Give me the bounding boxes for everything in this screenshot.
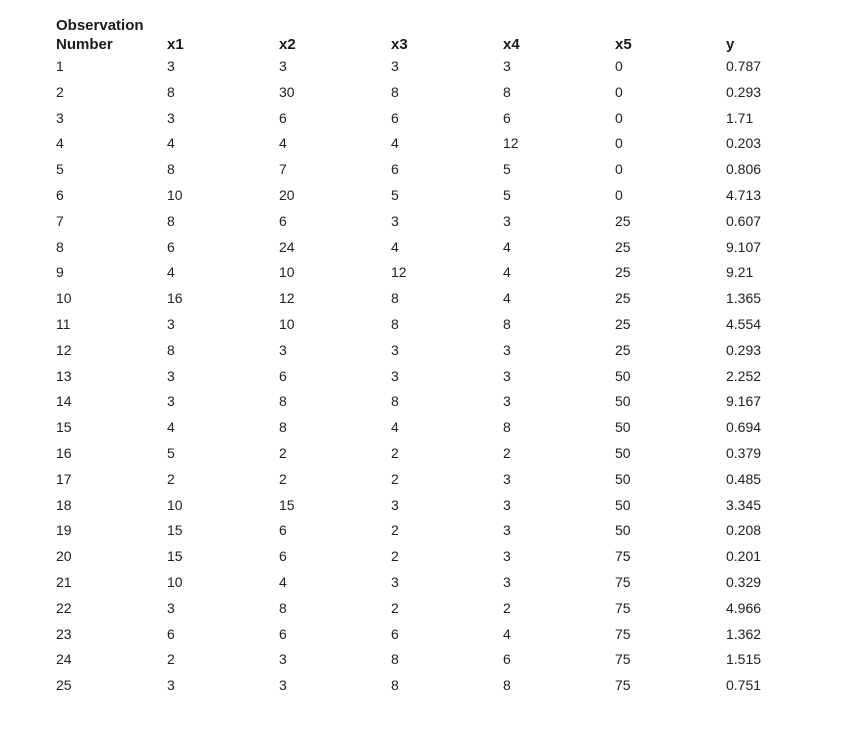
observation-number-cell: 3	[56, 109, 64, 126]
x4-cell: 2	[503, 599, 511, 616]
y-cell: 0.293	[726, 341, 762, 358]
x2-cell: 3	[279, 651, 287, 668]
x5-cell: 0	[615, 83, 623, 100]
x3-cell: 2	[391, 599, 399, 616]
x1-cell: 8	[167, 341, 175, 358]
x1-cell: 10	[167, 573, 183, 590]
observation-number-cell: 1	[56, 58, 64, 74]
observation-number-cell: 12	[56, 341, 72, 358]
x5-cell: 75	[615, 651, 631, 668]
x3-cell: 6	[391, 109, 399, 126]
x1-cell: 15	[167, 548, 183, 565]
observation-number-cell: 24	[56, 651, 72, 668]
x1-cell: 8	[167, 161, 175, 178]
y-cell: 4.713	[726, 186, 762, 203]
x1-cell: 6	[167, 238, 175, 255]
y-cell: 0.329	[726, 573, 762, 590]
x1-cell: 5	[167, 444, 175, 461]
x1-cell: 4	[167, 135, 175, 152]
observation-number-cell: 11	[56, 315, 71, 332]
header-x3: x3	[391, 36, 408, 53]
header-observation-number: Observation Number	[56, 17, 144, 53]
y-cell: 1.365	[726, 290, 762, 307]
x4-cell: 3	[503, 496, 511, 513]
x1-cell: 4	[167, 264, 175, 281]
x4-cell: 12	[503, 135, 519, 152]
x3-cell: 6	[391, 161, 399, 178]
x4-cell: 3	[503, 58, 511, 74]
x5-cell: 25	[615, 341, 631, 358]
observation-number-cell: 2	[56, 83, 64, 100]
y-cell: 3.345	[726, 496, 762, 513]
x5-cell: 25	[615, 238, 631, 255]
y-cell: 0.293	[726, 83, 762, 100]
x1-cell: 15	[167, 522, 183, 539]
x2-cell: 2	[279, 444, 287, 461]
y-cell: 0.208	[726, 522, 762, 539]
y-cell: 0.485	[726, 470, 762, 487]
x5-cell: 25	[615, 290, 631, 307]
observation-number-cell: 22	[56, 599, 72, 616]
x1-cell: 10	[167, 496, 183, 513]
x3-cell: 2	[391, 522, 399, 539]
x4-cell: 4	[503, 238, 511, 255]
observation-number-cell: 13	[56, 367, 72, 384]
x5-cell: 50	[615, 496, 631, 513]
x2-cell: 8	[279, 419, 287, 436]
x1-cell: 3	[167, 315, 175, 332]
x1-cell: 2	[167, 651, 175, 668]
x4-cell: 4	[503, 264, 511, 281]
y-cell: 9.21	[726, 264, 754, 281]
x4-cell: 5	[503, 186, 511, 203]
x5-cell: 75	[615, 573, 631, 590]
x2-cell: 3	[279, 58, 287, 74]
observation-number-cell: 8	[56, 238, 64, 255]
x2-cell: 8	[279, 393, 287, 410]
x1-cell: 3	[167, 109, 175, 126]
y-cell: 0.806	[726, 161, 762, 178]
y-cell: 0.751	[726, 677, 762, 694]
x4-cell: 6	[503, 109, 511, 126]
x3-cell: 4	[391, 135, 399, 152]
x3-cell: 8	[391, 83, 399, 100]
observation-number-cell: 4	[56, 135, 64, 152]
x5-cell: 75	[615, 599, 631, 616]
observation-number-cell: 10	[56, 290, 72, 307]
x5-cell: 0	[615, 161, 623, 178]
x2-cell: 8	[279, 599, 287, 616]
x5-cell: 50	[615, 393, 631, 410]
observation-number-cell: 14	[56, 393, 72, 410]
x4-cell: 3	[503, 548, 511, 565]
y-cell: 1.362	[726, 625, 762, 642]
y-cell: 0.607	[726, 212, 762, 229]
x4-cell: 4	[503, 290, 511, 307]
y-cell: 1.515	[726, 651, 762, 668]
x3-cell: 2	[391, 548, 399, 565]
x5-cell: 50	[615, 522, 631, 539]
x3-cell: 3	[391, 496, 399, 513]
x5-cell: 75	[615, 625, 631, 642]
observation-number-cell: 16	[56, 444, 72, 461]
x2-cell: 4	[279, 135, 287, 152]
x2-cell: 4	[279, 573, 287, 590]
x1-cell: 8	[167, 83, 175, 100]
x2-cell: 10	[279, 315, 295, 332]
observation-number-cell: 7	[56, 212, 64, 229]
x4-cell: 3	[503, 341, 511, 358]
x3-cell: 2	[391, 444, 399, 461]
x5-cell: 50	[615, 367, 631, 384]
x1-cell: 3	[167, 677, 175, 694]
x4-cell: 3	[503, 470, 511, 487]
x5-cell: 50	[615, 470, 631, 487]
x4-cell: 6	[503, 651, 511, 668]
x3-cell: 3	[391, 212, 399, 229]
x2-cell: 20	[279, 186, 295, 203]
x2-cell: 6	[279, 212, 287, 229]
x2-cell: 30	[279, 83, 295, 100]
observation-number-cell: 25	[56, 677, 72, 694]
x4-cell: 4	[503, 625, 511, 642]
x1-cell: 16	[167, 290, 183, 307]
x1-cell: 3	[167, 367, 175, 384]
x3-cell: 8	[391, 677, 399, 694]
x1-cell: 3	[167, 58, 175, 74]
x2-cell: 3	[279, 677, 287, 694]
x3-cell: 4	[391, 238, 399, 255]
x2-cell: 3	[279, 341, 287, 358]
x5-cell: 0	[615, 109, 623, 126]
header-y: y	[726, 36, 735, 53]
y-cell: 4.554	[726, 315, 762, 332]
y-cell: 0.379	[726, 444, 762, 461]
x3-cell: 8	[391, 290, 399, 307]
x3-cell: 6	[391, 625, 399, 642]
observation-number-cell: 18	[56, 496, 72, 513]
y-cell: 0.203	[726, 135, 762, 152]
x4-cell: 3	[503, 393, 511, 410]
x5-cell: 0	[615, 135, 623, 152]
x5-cell: 50	[615, 444, 631, 461]
x2-cell: 6	[279, 625, 287, 642]
y-cell: 4.966	[726, 599, 762, 616]
x3-cell: 4	[391, 419, 399, 436]
observation-number-cell: 15	[56, 419, 72, 436]
x4-cell: 3	[503, 367, 511, 384]
x5-cell: 0	[615, 58, 623, 74]
y-cell: 0.694	[726, 419, 762, 436]
x4-cell: 3	[503, 212, 511, 229]
x2-cell: 24	[279, 238, 295, 255]
header-x2: x2	[279, 36, 296, 53]
x1-cell: 4	[167, 419, 175, 436]
y-cell: 9.107	[726, 238, 762, 255]
x2-cell: 6	[279, 367, 287, 384]
x2-cell: 7	[279, 161, 287, 178]
y-cell: 0.201	[726, 548, 762, 565]
x3-cell: 5	[391, 186, 399, 203]
x1-cell: 3	[167, 393, 175, 410]
x3-cell: 12	[391, 264, 407, 281]
x3-cell: 8	[391, 651, 399, 668]
x3-cell: 3	[391, 573, 399, 590]
x2-cell: 6	[279, 548, 287, 565]
x4-cell: 8	[503, 315, 511, 332]
x5-cell: 25	[615, 212, 631, 229]
x1-cell: 2	[167, 470, 175, 487]
x5-cell: 0	[615, 186, 623, 203]
x3-cell: 3	[391, 367, 399, 384]
x2-cell: 6	[279, 109, 287, 126]
observation-number-cell: 21	[56, 573, 72, 590]
x5-cell: 75	[615, 677, 631, 694]
x5-cell: 25	[615, 315, 631, 332]
x1-cell: 6	[167, 625, 175, 642]
x3-cell: 8	[391, 393, 399, 410]
observation-number-cell: 17	[56, 470, 72, 487]
header-x4: x4	[503, 36, 520, 53]
header-x5: x5	[615, 36, 632, 53]
x2-cell: 10	[279, 264, 295, 281]
x4-cell: 8	[503, 677, 511, 694]
x3-cell: 3	[391, 58, 399, 74]
x3-cell: 8	[391, 315, 399, 332]
observation-number-cell: 9	[56, 264, 64, 281]
x4-cell: 3	[503, 573, 511, 590]
x4-cell: 5	[503, 161, 511, 178]
x2-cell: 6	[279, 522, 287, 539]
x4-cell: 8	[503, 419, 511, 436]
y-cell: 9.167	[726, 393, 762, 410]
x4-cell: 2	[503, 444, 511, 461]
header-x1: x1	[167, 36, 184, 53]
y-cell: 2.252	[726, 367, 762, 384]
observation-number-cell: 20	[56, 548, 72, 565]
observation-number-cell: 23	[56, 625, 72, 642]
x5-cell: 75	[615, 548, 631, 565]
x3-cell: 3	[391, 341, 399, 358]
x1-cell: 10	[167, 186, 183, 203]
x4-cell: 8	[503, 83, 511, 100]
x1-cell: 8	[167, 212, 175, 229]
x1-cell: 3	[167, 599, 175, 616]
observation-number-cell: 19	[56, 522, 72, 539]
x4-cell: 3	[503, 522, 511, 539]
x3-cell: 2	[391, 470, 399, 487]
x2-cell: 12	[279, 290, 295, 307]
x2-cell: 2	[279, 470, 287, 487]
observation-number-cell: 6	[56, 186, 64, 203]
observation-number-cell: 5	[56, 161, 64, 178]
x5-cell: 25	[615, 264, 631, 281]
y-cell: 0.787	[726, 58, 762, 74]
x5-cell: 50	[615, 419, 631, 436]
x2-cell: 15	[279, 496, 295, 513]
y-cell: 1.71	[726, 109, 754, 126]
